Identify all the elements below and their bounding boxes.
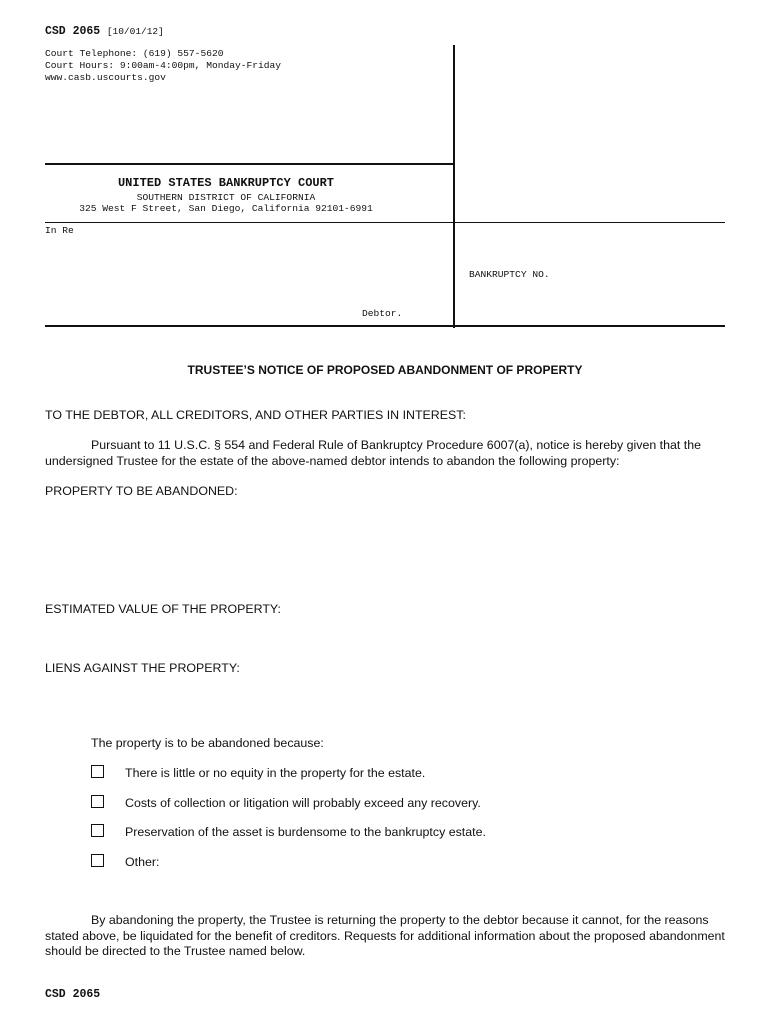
court-hours: Court Hours: 9:00am-4:00pm, Monday-Friday — [45, 60, 282, 71]
footer-form-number: CSD 2065 — [45, 988, 101, 1001]
closing-line-1: By abandoning the property, the Trustee is returning the property to the debtor because it cannot, for the reasons — [91, 913, 709, 927]
court-telephone: Court Telephone: (619) 557-5620 — [45, 48, 224, 59]
debtor-label: Debtor. — [362, 308, 403, 319]
closing-paragraph — [45, 913, 725, 960]
bankruptcy-number-label: BANKRUPTCY NO. — [469, 269, 550, 280]
in-re-label: In Re — [45, 225, 74, 236]
form-id — [45, 25, 164, 38]
reason-checkbox-costs-exceed[interactable] — [91, 795, 104, 808]
addressee-line: TO THE DEBTOR, ALL CREDITORS, AND OTHER PARTIES IN INTEREST: — [45, 408, 466, 422]
reason-label-burdensome: Preservation of the asset is burdensome to the bankruptcy estate. — [125, 825, 486, 839]
reason-checkbox-burdensome[interactable] — [91, 824, 104, 837]
reason-label-little-equity: There is little or no equity in the property for the estate. — [125, 766, 426, 780]
closing-line-2: stated above, be liquidated for the benefit of creditors. Requests for additional information about the proposed abandonment — [45, 928, 725, 943]
liens-label: LIENS AGAINST THE PROPERTY: — [45, 661, 240, 675]
caption-vertical-divider — [453, 45, 455, 328]
court-address: 325 West F Street, San Diego, California 92101-6991 — [79, 203, 373, 214]
court-website: www.casb.uscourts.gov — [45, 72, 166, 83]
closing-line-3: should be directed to the Trustee named below. — [45, 944, 306, 958]
property-label: PROPERTY TO BE ABANDONED: — [45, 484, 238, 498]
notice-paragraph-line-1: Pursuant to 11 U.S.C. § 554 and Federal Rule of Bankruptcy Procedure 6007(a), notice is hereby given that the — [91, 438, 702, 452]
form-number: CSD 2065 — [45, 25, 101, 38]
estimated-value-label: ESTIMATED VALUE OF THE PROPERTY: — [45, 602, 281, 616]
court-district: SOUTHERN DISTRICT OF CALIFORNIA — [136, 192, 316, 203]
reasons-intro: The property is to be abandoned because: — [91, 736, 324, 750]
reason-label-costs-exceed: Costs of collection or litigation will probably exceed any recovery. — [125, 796, 481, 810]
reason-label-other: Other: — [125, 855, 160, 869]
notice-paragraph-line-2: undersigned Trustee for the estate of the above-named debtor intends to abandon the following property: — [45, 454, 620, 468]
reason-checkbox-little-equity[interactable] — [91, 765, 104, 778]
caption-top-divider — [45, 163, 455, 165]
document-title: TRUSTEE’S NOTICE OF PROPOSED ABANDONMENT OF PROPERTY — [187, 363, 583, 377]
caption-middle-divider — [45, 222, 725, 223]
court-name: UNITED STATES BANKRUPTCY COURT — [117, 176, 335, 190]
form-revision: [10/01/12] — [106, 26, 164, 37]
reason-checkbox-other[interactable] — [91, 854, 104, 867]
court-contact-info — [45, 48, 281, 84]
caption-bottom-divider — [45, 325, 725, 327]
